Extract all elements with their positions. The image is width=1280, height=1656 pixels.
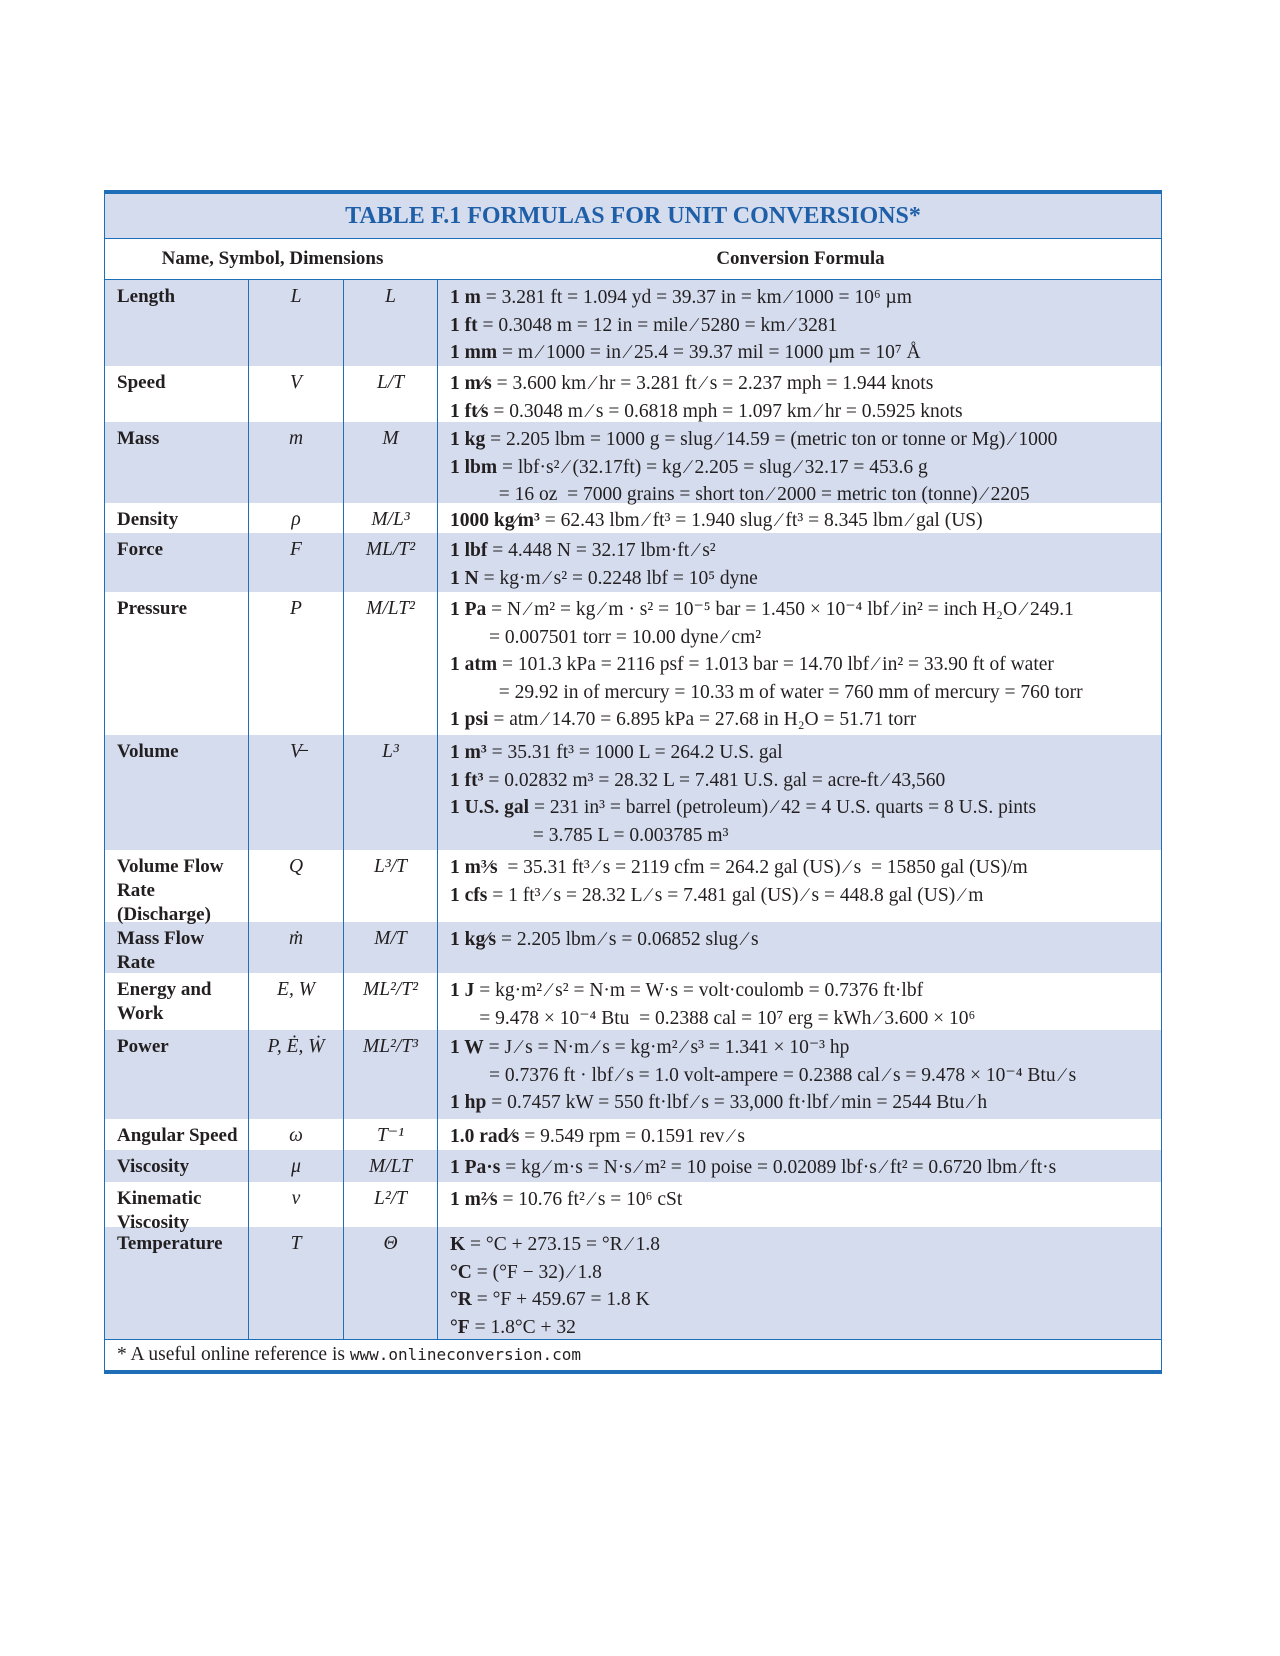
formula-lead: 1 atm xyxy=(450,654,498,675)
quantity-dimensions: M xyxy=(344,422,438,503)
formula-line xyxy=(450,398,1157,426)
formula-line xyxy=(450,454,1157,482)
formula-line xyxy=(450,1259,1157,1287)
quantity-name: Angular Speed xyxy=(105,1119,249,1150)
table-row xyxy=(105,1227,1161,1339)
formula-text: = 29.92 in of mercury = 10.33 m of water = 760 mm of mercury = 760 torr xyxy=(450,681,1083,703)
quantity-name: Mass xyxy=(105,422,249,503)
formula-text: = 231 in³ = barrel (petroleum) ∕ 42 = 4 U.S. quarts = 8 U.S. pints xyxy=(529,797,1037,818)
conversion-formulas xyxy=(438,1227,1161,1339)
formula-text: = °C + 273.15 = °R ∕ 1.8 xyxy=(465,1234,661,1255)
table-row xyxy=(105,533,1161,592)
quantity-symbol: V xyxy=(249,366,344,422)
formula-text: = 0.3048 m ∕ s = 0.6818 mph = 1.097 km ∕ hr = 0.5925 knots xyxy=(488,400,963,422)
quantity-symbol: V̶ xyxy=(249,735,344,850)
formula-line xyxy=(450,854,1157,882)
quantity-name: Density xyxy=(105,503,249,533)
quantity-symbol: ν xyxy=(249,1182,344,1227)
formula-line xyxy=(450,739,1157,767)
formula-line xyxy=(450,926,1157,954)
formula-line xyxy=(450,1231,1157,1259)
formula-text: = 0.3048 m = 12 in = mile ∕ 5280 = km ∕ 3281 xyxy=(477,314,838,336)
quantity-dimensions: L/T xyxy=(344,366,438,422)
quantity-symbol: E, W xyxy=(249,973,344,1030)
formula-line xyxy=(450,977,1157,1005)
formula-lead: 1 m xyxy=(450,287,481,308)
formula-text: = 2.205 lbm ∕ s = 0.06852 slug ∕ s xyxy=(496,929,759,950)
quantity-name: Kinematic Viscosity xyxy=(105,1182,249,1227)
quantity-dimensions: L²/T xyxy=(344,1182,438,1227)
table-row xyxy=(105,422,1161,503)
conversion-formulas xyxy=(438,850,1161,922)
table-row xyxy=(105,592,1161,735)
formula-lead: °R xyxy=(450,1289,472,1310)
formula-line xyxy=(450,1062,1157,1090)
quantity-name: Energy and Work xyxy=(105,973,249,1030)
formula-text: = 0.02832 m³ = 28.32 L = 7.481 U.S. gal = acre-ft ∕ 43,560 xyxy=(483,769,946,791)
conversion-formulas xyxy=(438,503,1161,533)
quantity-name: Volume xyxy=(105,735,249,850)
quantity-symbol: μ xyxy=(249,1150,344,1182)
formula-lead: 1 ft∕s xyxy=(450,400,489,422)
formula-line xyxy=(450,1286,1157,1314)
quantity-symbol: m xyxy=(249,422,344,503)
table-row xyxy=(105,1182,1161,1233)
quantity-symbol: ρ xyxy=(249,503,344,533)
quantity-symbol: T xyxy=(249,1227,344,1339)
table-row xyxy=(105,280,1161,366)
formula-lead: 1 ft xyxy=(450,314,478,336)
conversion-formulas xyxy=(438,280,1161,366)
conversion-formulas xyxy=(438,1030,1161,1119)
header-name-symbol-dimensions: Name, Symbol, Dimensions xyxy=(161,248,384,269)
formula-text: = 62.43 lbm ∕ ft³ = 1.940 slug ∕ ft³ = 8.345 lbm ∕ gal (US) xyxy=(539,510,983,531)
formula-lead: 1 W xyxy=(450,1037,484,1058)
quantity-dimensions: M/LT² xyxy=(344,592,438,735)
formula-text: = N ∕ m² = kg ∕ m · s² = 10⁻⁵ bar = 1.450 × 10⁻⁴ lbf ∕ in² = inch H₂O ∕ 249.1 xyxy=(486,599,1074,620)
conversion-formulas xyxy=(438,366,1161,422)
quantity-name: Temperature xyxy=(105,1227,249,1339)
footnote-url: www.onlineconversion.com xyxy=(349,1345,582,1364)
quantity-name: Power xyxy=(105,1030,249,1119)
formula-lead: °F xyxy=(450,1316,470,1338)
table-row xyxy=(105,503,1161,533)
table-body xyxy=(105,280,1161,1339)
formula-line xyxy=(450,882,1157,910)
conversion-formulas xyxy=(438,592,1161,735)
formula-text: = °F + 459.67 = 1.8 K xyxy=(471,1289,650,1310)
quantity-dimensions: L³ xyxy=(344,735,438,850)
quantity-dimensions: Θ xyxy=(344,1227,438,1339)
formula-text: = 35.31 ft³ = 1000 L = 264.2 U.S. gal xyxy=(486,742,783,763)
unit-conversion-table xyxy=(104,190,1162,1374)
formula-line xyxy=(450,1089,1157,1117)
formula-line xyxy=(450,651,1157,679)
formula-text: = 9.549 rpm = 0.1591 rev ∕ s xyxy=(519,1126,746,1147)
formula-line xyxy=(450,767,1157,795)
table-header xyxy=(105,239,1161,280)
formula-line xyxy=(450,507,1157,535)
formula-line xyxy=(450,596,1157,624)
formula-lead: 1 kg∕s xyxy=(450,929,497,950)
formula-text: = kg·m ∕ s² = 0.2248 lbf = 10⁵ dyne xyxy=(478,567,758,589)
formula-lead: 1 cfs xyxy=(450,884,488,906)
quantity-name: Speed xyxy=(105,366,249,422)
formula-text: = m ∕ 1000 = in ∕ 25.4 = 39.37 mil = 1000 µm = 10⁷ Å xyxy=(497,342,921,363)
formula-line xyxy=(450,1034,1157,1062)
quantity-dimensions: M/LT xyxy=(344,1150,438,1182)
formula-text: = 1 ft³ ∕ s = 28.32 L ∕ s = 7.481 gal (US) ∕ s = 448.8 gal (US) ∕ m xyxy=(487,884,984,906)
formula-lead: 1 psi xyxy=(450,709,489,730)
quantity-name: Pressure xyxy=(105,592,249,735)
formula-lead: 1.0 rad∕s xyxy=(450,1126,520,1147)
quantity-name: Length xyxy=(105,280,249,366)
formula-lead: °C xyxy=(450,1261,472,1283)
formula-text: = 0.7457 kW = 550 ft·lbf ∕ s = 33,000 ft·lbf ∕ min = 2544 Btu ∕ h xyxy=(486,1092,988,1113)
table-row xyxy=(105,1119,1161,1150)
quantity-dimensions: L xyxy=(344,280,438,366)
formula-text: = kg·m² ∕ s² = N·m = W·s = volt·coulomb = 0.7376 ft·lbf xyxy=(474,980,924,1001)
quantity-dimensions: M/T xyxy=(344,922,438,973)
formula-lead: 1 hp xyxy=(450,1092,487,1113)
formula-line xyxy=(450,370,1157,398)
formula-line xyxy=(450,794,1157,822)
quantity-symbol: P, Ė, Ẇ xyxy=(249,1030,344,1119)
quantity-symbol: ṁ xyxy=(249,922,344,973)
formula-lead: 1000 kg∕m³ xyxy=(450,510,540,531)
formula-line xyxy=(450,1154,1157,1182)
formula-lead: K xyxy=(450,1234,466,1255)
formula-line xyxy=(450,706,1157,734)
formula-text: = J ∕ s = N·m ∕ s = kg·m² ∕ s³ = 1.341 × 10⁻³ hp xyxy=(483,1037,850,1058)
header-conversion-formula: Conversion Formula xyxy=(716,248,885,269)
conversion-formulas xyxy=(438,1150,1161,1182)
table-row xyxy=(105,1150,1161,1182)
formula-lead: 1 mm xyxy=(450,342,498,363)
quantity-symbol: F xyxy=(249,533,344,592)
formula-text: = 16 oz = 7000 grains = short ton ∕ 2000 = metric ton (tonne) ∕ 2205 xyxy=(450,484,1030,505)
formula-line xyxy=(450,1005,1157,1033)
formula-line xyxy=(450,1186,1157,1214)
table-title: TABLE F.1 FORMULAS FOR UNIT CONVERSIONS* xyxy=(105,194,1161,239)
formula-line xyxy=(450,537,1157,565)
footnote xyxy=(105,1339,1161,1370)
formula-text: = 101.3 kPa = 2116 psf = 1.013 bar = 14.70 lbf ∕ in² = 33.90 ft of water xyxy=(497,654,1054,675)
table-row xyxy=(105,850,1161,925)
formula-lead: 1 ft³ xyxy=(450,769,484,791)
formula-lead: 1 m∕s xyxy=(450,373,492,394)
conversion-formulas xyxy=(438,922,1161,973)
formula-text: = 0.007501 torr = 10.00 dyne ∕ cm² xyxy=(450,626,762,648)
quantity-dimensions: ML²/T² xyxy=(344,973,438,1030)
formula-lead: 1 U.S. gal xyxy=(450,797,530,818)
table-row xyxy=(105,735,1161,850)
quantity-symbol: P xyxy=(249,592,344,735)
formula-lead: 1 N xyxy=(450,567,479,589)
quantity-name: Volume Flow Rate (Discharge) xyxy=(105,850,249,922)
formula-line xyxy=(450,1314,1157,1342)
formula-text: = (°F − 32) ∕ 1.8 xyxy=(471,1261,602,1283)
formula-lead: 1 m³∕s xyxy=(450,857,498,878)
quantity-name: Mass Flow Rate xyxy=(105,922,249,973)
formula-text: = 2.205 lbm = 1000 g = slug ∕ 14.59 = (metric ton or tonne or Mg) ∕ 1000 xyxy=(485,429,1058,450)
formula-text: = 3.600 km ∕ hr = 3.281 ft ∕ s = 2.237 mph = 1.944 knots xyxy=(491,373,934,394)
conversion-formulas xyxy=(438,973,1161,1030)
quantity-dimensions: T⁻¹ xyxy=(344,1119,438,1150)
formula-text: = 9.478 × 10⁻⁴ Btu = 0.2388 cal = 10⁷ erg = kWh ∕ 3.600 × 10⁶ xyxy=(450,1007,976,1029)
formula-text: = 1.8°C + 32 xyxy=(469,1316,576,1338)
formula-line xyxy=(450,312,1157,340)
formula-lead: 1 Pa·s xyxy=(450,1157,501,1178)
formula-line xyxy=(450,624,1157,652)
quantity-dimensions: M/L³ xyxy=(344,503,438,533)
quantity-symbol: ω xyxy=(249,1119,344,1150)
quantity-dimensions: ML/T² xyxy=(344,533,438,592)
formula-line xyxy=(450,339,1157,367)
quantity-symbol: L xyxy=(249,280,344,366)
formula-text: = atm ∕ 14.70 = 6.895 kPa = 27.68 in H₂O = 51.71 torr xyxy=(488,709,917,730)
formula-text: = lbf·s² ∕ (32.17ft) = kg ∕ 2.205 = slug ∕ 32.17 = 453.6 g xyxy=(497,456,928,478)
formula-lead: 1 m³ xyxy=(450,742,487,763)
formula-lead: 1 J xyxy=(450,980,475,1001)
formula-text: = 10.76 ft² ∕ s = 10⁶ cSt xyxy=(497,1189,683,1210)
conversion-formulas xyxy=(438,1119,1161,1150)
quantity-symbol: Q xyxy=(249,850,344,922)
quantity-name: Viscosity xyxy=(105,1150,249,1182)
conversion-formulas xyxy=(438,1182,1161,1227)
conversion-formulas xyxy=(438,735,1161,850)
table-row xyxy=(105,922,1161,973)
formula-line xyxy=(450,565,1157,593)
quantity-dimensions: L³/T xyxy=(344,850,438,922)
quantity-name: Force xyxy=(105,533,249,592)
conversion-formulas xyxy=(438,533,1161,592)
formula-text: = kg ∕ m·s = N·s ∕ m² = 10 poise = 0.02089 lbf·s ∕ ft² = 0.6720 lbm ∕ ft·s xyxy=(500,1157,1057,1178)
formula-line xyxy=(450,1123,1157,1151)
formula-lead: 1 lbm xyxy=(450,456,498,478)
formula-lead: 1 lbf xyxy=(450,540,488,561)
formula-text: = 35.31 ft³ ∕ s = 2119 cfm = 264.2 gal (US) ∕ s = 15850 gal (US)/m xyxy=(497,857,1028,878)
formula-line xyxy=(450,822,1157,850)
conversion-formulas xyxy=(438,422,1161,503)
table-row xyxy=(105,1030,1161,1119)
formula-text: = 3.281 ft = 1.094 yd = 39.37 in = km ∕ 1000 = 10⁶ µm xyxy=(480,287,912,308)
formula-line xyxy=(450,284,1157,312)
quantity-dimensions: ML²/T³ xyxy=(344,1030,438,1119)
formula-lead: 1 m²∕s xyxy=(450,1189,498,1210)
formula-lead: 1 Pa xyxy=(450,599,487,620)
formula-lead: 1 kg xyxy=(450,429,486,450)
formula-line xyxy=(450,679,1157,707)
footnote-text: * A useful online reference is xyxy=(117,1344,350,1365)
formula-line xyxy=(450,426,1157,454)
formula-text: = 0.7376 ft · lbf ∕ s = 1.0 volt-ampere = 0.2388 cal ∕ s = 9.478 × 10⁻⁴ Btu ∕ s xyxy=(450,1064,1077,1086)
formula-text: = 3.785 L = 0.003785 m³ xyxy=(450,824,729,846)
formula-text: = 4.448 N = 32.17 lbm·ft ∕ s² xyxy=(487,540,716,561)
table-row xyxy=(105,973,1161,1030)
table-row xyxy=(105,366,1161,422)
